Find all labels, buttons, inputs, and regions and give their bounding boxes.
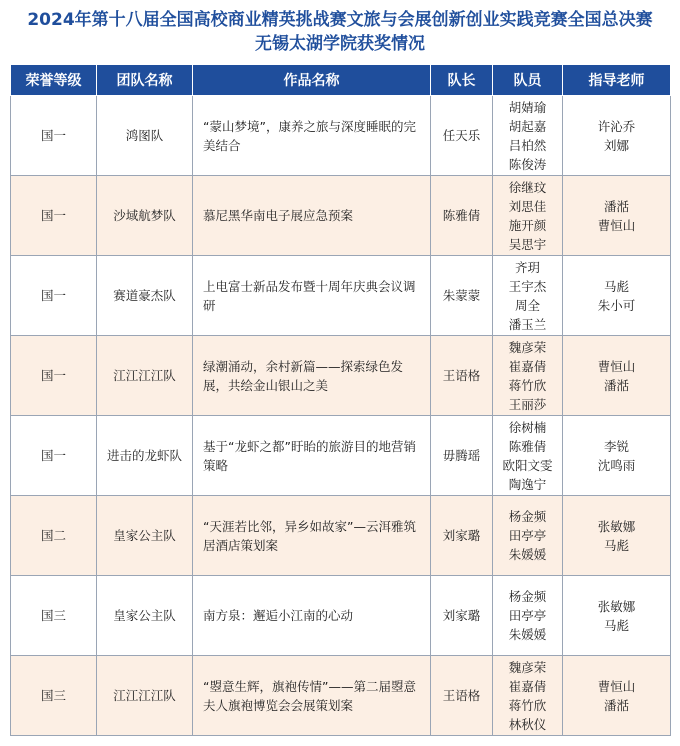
cell-members	[493, 416, 563, 496]
member-name: 吕柏然	[508, 137, 547, 153]
member-name: 徐树楠	[508, 419, 547, 435]
header-members: 队员	[493, 65, 563, 96]
cell-work: 基于“龙虾之都”盱眙的旅游目的地营销策略	[193, 416, 431, 496]
table-body	[11, 96, 671, 736]
cell-level: 国一	[11, 416, 97, 496]
advisor-name: 曹恒山	[597, 217, 636, 233]
member-name: 蒋竹欣	[508, 377, 547, 393]
advisor-name: 许沁乔	[597, 118, 636, 134]
cell-captain: 刘家璐	[431, 576, 493, 656]
cell-work: 绿潮涌动，余村新篇——探索绿色发展，共绘金山银山之美	[193, 336, 431, 416]
member-name: 魏彦荣	[508, 659, 547, 675]
member-name: 欧阳文雯	[502, 457, 553, 473]
cell-level: 国一	[11, 256, 97, 336]
cell-advisors	[563, 256, 671, 336]
table-row	[11, 576, 671, 656]
cell-advisors	[563, 496, 671, 576]
member-name: 施开颜	[508, 217, 547, 233]
cell-members	[493, 96, 563, 176]
cell-level: 国三	[11, 656, 97, 736]
member-name: 徐继玟	[508, 179, 547, 195]
cell-team: 江江江江队	[97, 656, 193, 736]
member-name: 朱媛媛	[508, 547, 547, 562]
header-captain: 队长	[431, 65, 493, 96]
member-name: 陈雅倩	[508, 438, 547, 454]
advisor-name: 潘湉	[603, 377, 629, 393]
member-name: 林秋仪	[508, 716, 547, 732]
advisor-name: 潘湉	[603, 198, 629, 214]
advisor-name: 曹恒山	[597, 358, 636, 374]
advisor-name: 潘湉	[603, 697, 629, 713]
cell-advisors	[563, 336, 671, 416]
member-name: 胡起嘉	[508, 118, 547, 134]
cell-work: 慕尼黑华南电子展应急预案	[193, 176, 431, 256]
page-subtitle: 无锡太湖学院获奖情况	[255, 34, 425, 54]
member-name: 朱媛媛	[508, 627, 547, 642]
cell-team: 赛道豪杰队	[97, 256, 193, 336]
member-name: 刘思佳	[508, 198, 547, 214]
advisor-name: 马彪	[603, 278, 629, 294]
cell-level: 国一	[11, 96, 97, 176]
member-name: 齐玥	[514, 259, 540, 275]
member-name: 崔嘉倩	[508, 678, 547, 694]
cell-work: 上电富士新品发布暨十周年庆典会议调研	[193, 256, 431, 336]
table-row	[11, 496, 671, 576]
cell-level: 国二	[11, 496, 97, 576]
table-row	[11, 416, 671, 496]
table-row	[11, 96, 671, 176]
cell-team: 江江江江队	[97, 336, 193, 416]
advisor-name: 曹恒山	[597, 678, 636, 694]
cell-work: “曌意生辉，旗袍传情”——第二届曌意夫人旗袍博览会会展策划案	[193, 656, 431, 736]
cell-captain: 陈雅倩	[431, 176, 493, 256]
cell-advisors	[563, 576, 671, 656]
header-advisors: 指导老师	[563, 65, 671, 96]
member-name: 陶逸宁	[508, 476, 547, 492]
member-name: 蒋竹欣	[508, 697, 547, 713]
table-row	[11, 176, 671, 256]
awards-table	[10, 64, 671, 736]
advisor-name: 张敏娜	[597, 518, 636, 534]
page-title-block	[0, 0, 680, 64]
cell-captain: 朱蒙蒙	[431, 256, 493, 336]
cell-work: “蒙山梦境”，康养之旅与深度睡眠的完美结合	[193, 96, 431, 176]
member-name: 胡婧瑜	[508, 99, 547, 115]
member-name: 王宇杰	[508, 278, 547, 294]
cell-members	[493, 176, 563, 256]
advisor-name: 马彪	[603, 617, 629, 633]
member-name: 田亭亭	[508, 528, 547, 543]
cell-members	[493, 656, 563, 736]
cell-level: 国一	[11, 176, 97, 256]
cell-advisors	[563, 656, 671, 736]
table-row	[11, 256, 671, 336]
cell-advisors	[563, 176, 671, 256]
cell-team: 进击的龙虾队	[97, 416, 193, 496]
member-name: 田亭亭	[508, 608, 547, 623]
cell-captain: 刘家璐	[431, 496, 493, 576]
advisor-name: 沈鸣雨	[597, 457, 636, 473]
page-title: 2024年第十八届全国高校商业精英挑战赛文旅与会展创新创业实践竞赛全国总决赛	[27, 10, 653, 30]
advisor-name: 马彪	[603, 537, 629, 553]
advisor-name: 李锐	[603, 438, 629, 454]
cell-captain: 王语格	[431, 656, 493, 736]
cell-captain: 王语格	[431, 336, 493, 416]
table-header-row	[11, 65, 671, 96]
member-name: 魏彦荣	[508, 339, 547, 355]
advisor-name: 刘娜	[603, 137, 629, 153]
cell-level: 国三	[11, 576, 97, 656]
cell-team: 鸿图队	[97, 96, 193, 176]
cell-captain: 任天乐	[431, 96, 493, 176]
cell-work: “天涯若比邻，异乡如故家”—云洱雅筑居酒店策划案	[193, 496, 431, 576]
header-team: 团队名称	[97, 65, 193, 96]
cell-advisors	[563, 416, 671, 496]
cell-level: 国一	[11, 336, 97, 416]
cell-team: 皇家公主队	[97, 496, 193, 576]
member-name: 陈俊涛	[508, 156, 547, 172]
cell-work: 南方泉：邂逅小江南的心动	[193, 576, 431, 656]
header-work: 作品名称	[193, 65, 431, 96]
cell-members	[493, 336, 563, 416]
cell-team: 皇家公主队	[97, 576, 193, 656]
cell-advisors	[563, 96, 671, 176]
table-row	[11, 336, 671, 416]
cell-members	[493, 496, 563, 576]
cell-members	[493, 256, 563, 336]
advisor-name: 张敏娜	[597, 598, 636, 614]
cell-team: 沙域航梦队	[97, 176, 193, 256]
header-level: 荣誉等级	[11, 65, 97, 96]
table-row	[11, 656, 671, 736]
member-name: 杨金频	[508, 589, 547, 604]
member-name: 潘玉兰	[508, 316, 547, 332]
member-name: 周全	[514, 297, 540, 313]
member-name: 杨金频	[508, 509, 547, 524]
member-name: 崔嘉倩	[508, 358, 547, 374]
member-name: 吴思宇	[508, 236, 547, 252]
cell-members	[493, 576, 563, 656]
advisor-name: 朱小可	[597, 297, 636, 313]
cell-captain: 毋腾瑶	[431, 416, 493, 496]
member-name: 王丽莎	[508, 396, 547, 412]
